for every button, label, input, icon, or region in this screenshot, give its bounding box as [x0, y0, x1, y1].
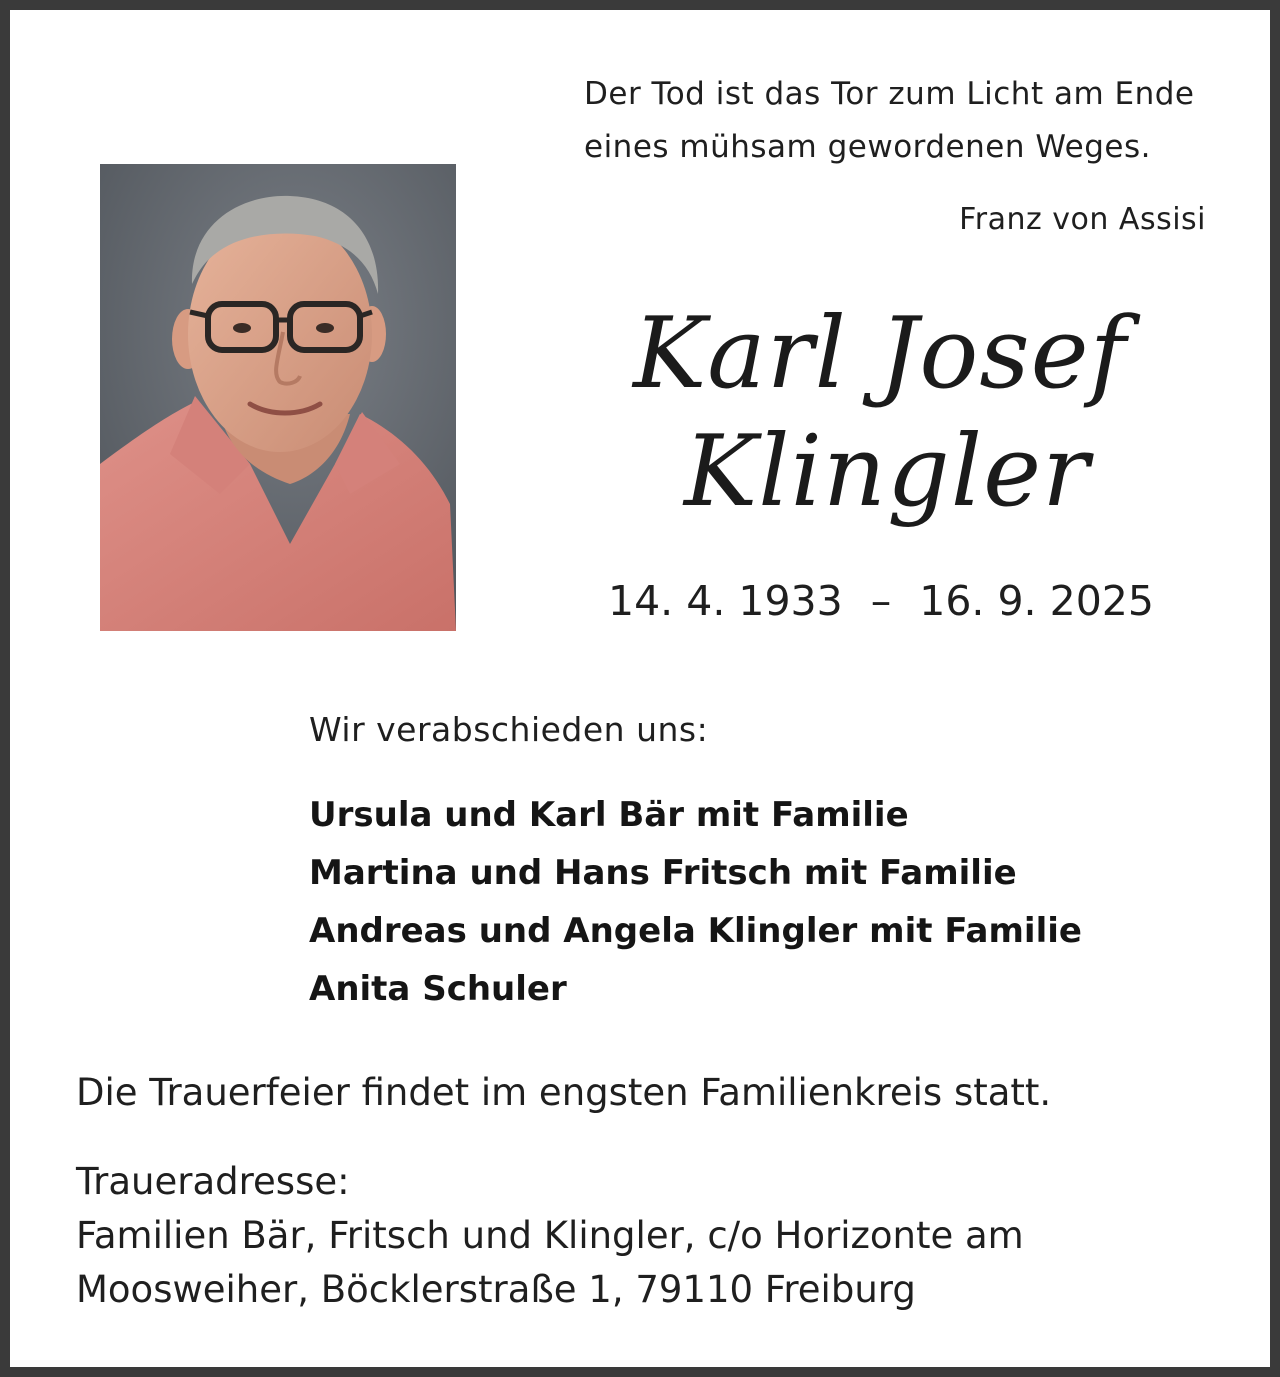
address-heading: Traueradresse:	[76, 1160, 350, 1203]
life-dates	[608, 575, 1154, 627]
quote-line: eines mühsam gewordenen Weges.	[584, 129, 1152, 165]
mourner-entry: Ursula und Karl Bär mit Familie	[309, 795, 909, 835]
first-names: Karl Josef	[633, 297, 1127, 411]
mourner-entry: Andreas und Angela Klingler mit Familie	[309, 911, 1082, 951]
mourning-address	[76, 1155, 1024, 1317]
deceased-name	[570, 295, 1190, 531]
birth-date: 14. 4. 1933	[608, 577, 843, 625]
last-name: Klingler	[684, 415, 1090, 529]
quote	[584, 68, 1244, 174]
mourner-entry: Martina und Hans Fritsch mit Familie	[309, 853, 1017, 893]
date-dash: –	[870, 577, 892, 625]
portrait-illustration	[100, 164, 456, 631]
address-line: Familien Bär, Fritsch und Klingler, c/o Horizonte am	[76, 1214, 1024, 1257]
mourner-entry: Anita Schuler	[309, 969, 567, 1009]
address-line: Moosweiher, Böcklerstraße 1, 79110 Freiburg	[76, 1268, 916, 1311]
ceremony-notice: Die Trauerfeier findet im engsten Familienkreis statt.	[76, 1071, 1052, 1114]
mourners-list	[309, 786, 1082, 1018]
quote-line: Der Tod ist das Tor zum Licht am Ende	[584, 76, 1195, 112]
quote-author: Franz von Assisi	[959, 202, 1206, 237]
portrait-photo	[100, 164, 456, 631]
farewell-intro: Wir verabschieden uns:	[309, 710, 709, 749]
death-date: 16. 9. 2025	[919, 577, 1154, 625]
